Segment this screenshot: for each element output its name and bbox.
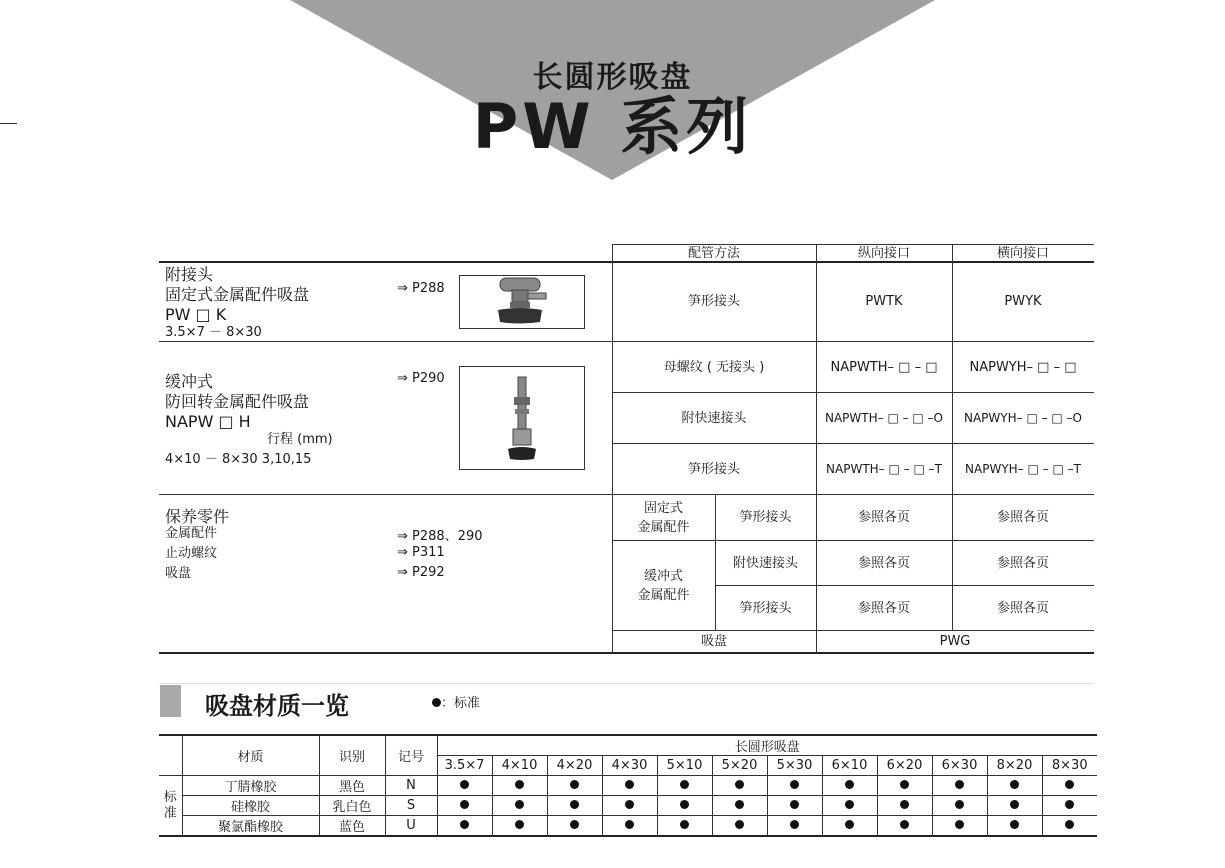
row1-line2: 固定式金属配件吸盘: [165, 285, 310, 304]
row-code: N: [385, 776, 437, 796]
standard-dot-icon: [845, 820, 854, 829]
standard-mark: [437, 776, 492, 796]
standard-dot-icon: [845, 800, 854, 809]
row2-sub3-horizontal: NAPWYH– □ – □ –T: [965, 461, 1081, 476]
row3-sub2-vertical: 参照各页: [857, 555, 910, 571]
standard-dot-icon: [900, 800, 909, 809]
standard-dot-icon: [680, 800, 689, 809]
standard-mark: [657, 776, 712, 796]
row2-sub2-piping: 附快速接头: [681, 410, 747, 426]
row3-sub3-piping: 笋形接头: [739, 600, 792, 616]
row1-product-image: [459, 275, 585, 329]
standard-dot-icon: [625, 800, 634, 809]
row1-page-ref[interactable]: ⇒ P288: [397, 281, 445, 296]
size-header: 3.5×7: [437, 756, 492, 776]
row1-vertical: PWTK: [865, 294, 903, 309]
standard-mark: [492, 816, 547, 837]
standard-dot-icon: [790, 780, 799, 789]
standard-mark: [657, 796, 712, 816]
standard-mark: [987, 776, 1042, 796]
row2-line2: 防回转金属配件吸盘: [165, 392, 310, 411]
standard-dot-icon: [432, 698, 441, 707]
size-header: 4×30: [602, 756, 657, 776]
row3-item3-ref[interactable]: ⇒ P292: [397, 565, 445, 580]
standard-dot-icon: [1010, 800, 1019, 809]
col-code: 记号: [385, 735, 437, 776]
header-vertical: 纵向接口: [857, 245, 910, 261]
size-header: 5×30: [767, 756, 822, 776]
row1-piping: 笋形接头: [687, 294, 740, 309]
row1-horizontal: PWYK: [1004, 294, 1042, 309]
row2-sub1-horizontal: NAPWYH– □ – □: [969, 359, 1077, 375]
row1-size: 3.5×7 － 8×30: [165, 325, 262, 340]
size-header: 6×10: [822, 756, 877, 776]
standard-mark: [987, 796, 1042, 816]
standard-dot-icon: [515, 800, 524, 809]
standard-mark: [822, 776, 877, 796]
row2-sub1-vertical: NAPWTH– □ – □: [830, 359, 938, 375]
standard-dot-icon: [900, 780, 909, 789]
standard-dot-icon: [1010, 780, 1019, 789]
section-title: 吸盘材质一览: [205, 692, 349, 720]
standard-dot-icon: [735, 780, 744, 789]
col-group-header: 长圆形吸盘: [437, 735, 1097, 756]
col-material: 材质: [182, 735, 319, 776]
row2-model: NAPW □ H: [165, 412, 251, 431]
standard-mark: [547, 816, 602, 837]
standard-mark: [767, 796, 822, 816]
row2-stroke-label: 行程 (mm): [267, 432, 333, 447]
row3-sub2-piping: 附快速接头: [732, 555, 798, 571]
row2-sub2-vertical: NAPWTH– □ – □ –O: [824, 410, 944, 425]
standard-mark: [602, 816, 657, 837]
standard-dot-icon: [955, 800, 964, 809]
standard-dot-icon: [460, 820, 469, 829]
row2-sub1-piping: 母螺纹 ( 无接头 ): [663, 359, 765, 375]
standard-dot-icon: [680, 780, 689, 789]
row2-sub3-vertical: NAPWTH– □ – □ –T: [826, 461, 942, 476]
page-title: PW 系列: [472, 90, 753, 163]
size-header: 6×30: [932, 756, 987, 776]
standard-label: 标 准: [159, 776, 182, 837]
standard-dot-icon: [570, 820, 579, 829]
row2-page-ref[interactable]: ⇒ P290: [397, 371, 445, 386]
row3-item2-label: 止动螺纹: [165, 546, 218, 561]
standard-mark: [547, 796, 602, 816]
row-code: U: [385, 816, 437, 837]
row-material: 丁腈橡胶: [182, 776, 319, 796]
standard-dot-icon: [625, 780, 634, 789]
legend-text: ：标准: [441, 696, 481, 711]
standard-mark: [987, 816, 1042, 837]
standard-dot-icon: [570, 780, 579, 789]
row-code: S: [385, 796, 437, 816]
standard-mark: [877, 776, 932, 796]
standard-dot-icon: [735, 800, 744, 809]
standard-mark: [1042, 796, 1097, 816]
material-row: [159, 796, 1097, 816]
row1-model: PW □ K: [165, 305, 227, 324]
standard-dot-icon: [460, 800, 469, 809]
row3-item1-ref[interactable]: ⇒ P288、290: [397, 529, 483, 544]
standard-dot-icon: [625, 820, 634, 829]
standard-mark: [437, 796, 492, 816]
standard-dot-icon: [570, 800, 579, 809]
size-header: 8×30: [1042, 756, 1097, 776]
standard-dot-icon: [680, 820, 689, 829]
row3-sub2-horizontal: 参照各页: [996, 555, 1049, 571]
standard-mark: [492, 796, 547, 816]
row1-line1: 附接头: [165, 265, 214, 284]
standard-mark: [822, 796, 877, 816]
material-table: [159, 734, 1097, 837]
standard-mark: [602, 776, 657, 796]
standard-mark: [602, 796, 657, 816]
standard-dot-icon: [900, 820, 909, 829]
standard-dot-icon: [790, 820, 799, 829]
standard-dot-icon: [515, 820, 524, 829]
size-header: 4×20: [547, 756, 602, 776]
standard-dot-icon: [845, 780, 854, 789]
standard-mark: [712, 776, 767, 796]
standard-mark: [712, 796, 767, 816]
row3-sub1-vertical: 参照各页: [857, 510, 910, 525]
standard-dot-icon: [955, 780, 964, 789]
page-subtitle: 长圆形吸盘: [532, 60, 693, 95]
row3-title: 保养零件: [165, 507, 230, 526]
standard-mark: [1042, 816, 1097, 837]
standard-mark: [767, 776, 822, 796]
header-piping: 配管方法: [687, 245, 740, 261]
row-ident: 乳白色: [319, 796, 385, 816]
size-header: 5×20: [712, 756, 767, 776]
row3-sub3-horizontal: 参照各页: [996, 600, 1049, 616]
row2-sub2-horizontal: NAPWYH– □ – □ –O: [963, 410, 1083, 425]
standard-mark: [767, 816, 822, 837]
row2-sub3-piping: 笋形接头: [687, 461, 740, 477]
standard-dot-icon: [735, 820, 744, 829]
standard-dot-icon: [955, 820, 964, 829]
header-horizontal: 横向接口: [996, 245, 1049, 261]
material-row: [159, 776, 1097, 796]
row3-item2-ref[interactable]: ⇒ P311: [397, 545, 445, 560]
row2-line1: 缓冲式: [165, 372, 214, 391]
row-material: 硅橡胶: [182, 796, 319, 816]
standard-dot-icon: [1065, 800, 1074, 809]
row3-item1-label: 金属配件: [165, 526, 218, 541]
row-material: 聚氯酯橡胶: [182, 816, 319, 837]
standard-mark: [547, 776, 602, 796]
standard-mark: [932, 796, 987, 816]
standard-mark: [657, 816, 712, 837]
standard-mark: [1042, 776, 1097, 796]
size-header: 8×20: [987, 756, 1042, 776]
size-header: 4×10: [492, 756, 547, 776]
row3-item3-label: 吸盘: [165, 566, 192, 581]
row3-group-buffer: 缓冲式 金属配件: [637, 568, 690, 603]
corner-cell: [159, 735, 182, 776]
standard-dot-icon: [1010, 820, 1019, 829]
col-ident: 识别: [319, 735, 385, 776]
size-header: 6×20: [877, 756, 932, 776]
standard-mark: [932, 776, 987, 796]
standard-dot-icon: [460, 780, 469, 789]
row-ident: 黑色: [319, 776, 385, 796]
pad-value: PWG: [939, 634, 971, 649]
legend: [432, 692, 480, 711]
row-ident: 蓝色: [319, 816, 385, 837]
material-row: [159, 816, 1097, 837]
standard-dot-icon: [790, 800, 799, 809]
size-header: 5×10: [657, 756, 712, 776]
standard-mark: [822, 816, 877, 837]
standard-dot-icon: [515, 780, 524, 789]
standard-dot-icon: [1065, 780, 1074, 789]
row3-group-fixed: 固定式 金属配件: [637, 500, 690, 535]
standard-mark: [877, 796, 932, 816]
section-marker: [160, 685, 181, 717]
standard-mark: [932, 816, 987, 837]
pad-label: 吸盘: [700, 634, 727, 649]
standard-mark: [877, 816, 932, 837]
row3-sub3-vertical: 参照各页: [857, 600, 910, 616]
standard-mark: [437, 816, 492, 837]
standard-mark: [712, 816, 767, 837]
standard-dot-icon: [1065, 820, 1074, 829]
row3-sub1-piping: 笋形接头: [739, 510, 792, 525]
row2-size: 4×10 － 8×30 3,10,15: [165, 452, 312, 467]
row2-product-image: [459, 366, 585, 470]
standard-mark: [492, 776, 547, 796]
row3-sub1-horizontal: 参照各页: [996, 510, 1049, 525]
